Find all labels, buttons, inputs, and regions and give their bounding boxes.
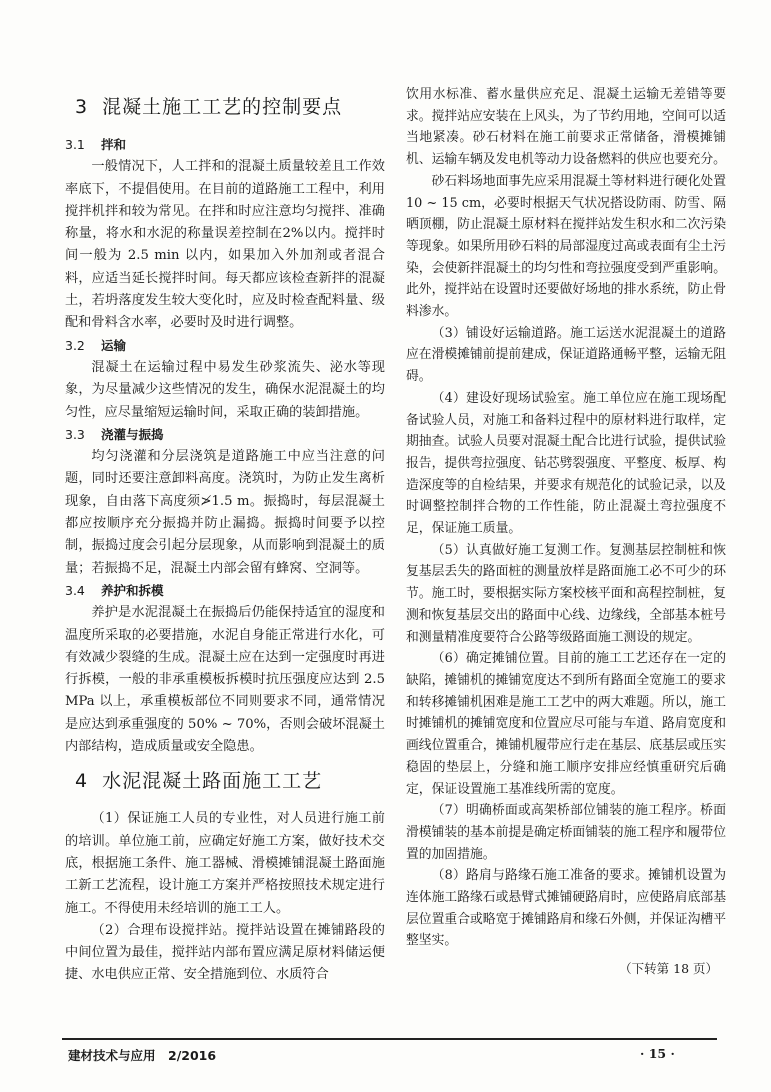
- subsection-3-4-number: 3.4: [65, 582, 85, 598]
- section-4-number: 4: [75, 770, 89, 793]
- item-2-continuation-paragraph: 饮用水标准、蓄水量供应充足、混凝土运输无差错等要求。搅拌站应安装在上风头，为了节约用地，空间可以适当地紧凑。砂石材料在施工前要求正常储备，滑模摊铺机、运输车辆及发电机等动力设备燃料的供应也要充分。: [406, 87, 726, 168]
- journal-name: 建材技术与应用 2/2016: [68, 1048, 217, 1063]
- subsection-3-2-title: 运输: [101, 337, 127, 353]
- item-7-paragraph: （7）明确桥面或高架桥部位铺装的施工程序。桥面滑模铺装的基本前提是确定桥面铺装的施工程序和履带位置的加固措施。: [406, 803, 726, 862]
- item-6-paragraph: （6）确定摊铺位置。目前的施工工艺还存在一定的缺陷，摊铺机的摊铺宽度达不到所有路面全宽施工的要求和转移摊铺机困难是施工工艺中的两大难题。所以，施工时摊铺机的摊铺宽度和位置应尽可能与车道、路肩宽度和画线位置重合，摊铺机履带应行走在基层、底基层或压实稳固的垫层上，分缝和施工顺序安排应经慎重研究后确定，保证设置施工基准线所需的宽度。: [406, 651, 726, 797]
- item-1-paragraph: （1）保证施工人员的专业性，对人员进行施工前的培训。单位施工前，应确定好施工方案，做好技术交底，根据施工条件、施工器械、滑模摊铺混凝土路面施工新工艺流程，设计施工方案并严格按照技术规定进行施工。不得使用未经培训的施工工人。: [65, 811, 385, 916]
- item-2-paragraph: （2）合理布设搅拌站。搅拌站设置在摊铺路段的中间位置为最佳，搅拌站内部布置应满足原材料储运便捷、水电供应正常、安全措施到位、水质符合: [65, 922, 385, 983]
- left-column: [65, 84, 385, 987]
- item-4-paragraph: （4）建设好现场试验室。施工单位应在施工现场配备试验人员，对施工和备料过程中的原材料进行取样，定期抽查。试验人员要对混凝土配合比进行试验，提供试验报告，提供弯拉强度、钻芯劈裂强度、平整度、板厚、构造深度等的自检结果，并要求有规范化的试验记录，以及时调整控制拌合物的工作性能，防止混凝土弯拉强度不足，保证施工质量。: [406, 390, 726, 537]
- section-3-heading: [75, 92, 385, 122]
- subsection-3-1-heading: [65, 134, 385, 156]
- page-number: · 15 ·: [640, 1046, 675, 1061]
- section-4-title: 水泥混凝土路面施工工艺: [102, 770, 323, 793]
- item-5-paragraph: （5）认真做好施工复测工作。复测基层控制桩和恢复基层丢失的路面桩的测量放样是路面施工必不可少的环节。施工时，要根据实际方案校核平面和高程控制桩，复测和恢复基层交出的路面中心线、边缘线，全部基本桩号和测量精准度要符合公路等级路面施工测设的规定。: [406, 542, 726, 645]
- subsection-3-2-number: 3.2: [65, 337, 85, 353]
- subsection-3-3-paragraph: 均匀浇灌和分层浇筑是道路施工中应当注意的问题，同时还要注意卸料高度。浇筑时，为防止发生离析现象，自由落下高度须≯1.5 m。振捣时，每层混凝土都应按顺序充分振捣并防止漏捣。振捣时间要予以控制，振捣过度会引起分层现象，从而影响到混凝土的质量；若振捣不足，混凝土内部会留有蜂窝、空洞等。: [65, 449, 385, 576]
- subsection-3-3-number: 3.3: [65, 426, 85, 442]
- subsection-3-4-paragraph: 养护是水泥混凝土在振捣后仍能保持适宜的湿度和温度所采取的必要措施，水泥自身能正常进行水化，可有效减少裂缝的生成。混凝土应在达到一定强度时再进行拆模，一般的非承重模板拆模时抗压强度应达到 2.5 MPa 以上，承重模板部位不同则要求不同，通常情况是应达到承重强度的 50% ~ 70%，否则会破坏混凝土内部结构，造成质量或安全隐患。: [65, 605, 385, 755]
- item-3-paragraph: （3）铺设好运输道路。施工运送水泥混凝土的道路应在滑模摊铺前提前建成，保证道路通畅平整，运输无阻碍。: [406, 325, 726, 385]
- subsection-3-2-paragraph: 混凝土在运输过程中易发生砂浆流失、泌水等现象，为尽量减少这些情况的发生，确保水泥混凝土的均匀性，应尽量缩短运输时间，采取正确的装卸措施。: [65, 359, 385, 420]
- right-column: [406, 84, 726, 980]
- section-4-heading: [75, 766, 385, 796]
- section-3-title: 混凝土施工工艺的控制要点: [102, 96, 343, 118]
- subsection-3-4-title: 养护和拆模: [101, 582, 164, 598]
- subsection-3-1-title: 拌和: [101, 137, 127, 152]
- subsection-3-3-heading: [65, 424, 385, 446]
- section-3-number: 3: [75, 96, 89, 118]
- subsection-3-2-heading: [65, 335, 385, 357]
- subsection-3-4-heading: [65, 580, 385, 602]
- continued-note: （下转第 18 页）: [619, 961, 718, 977]
- subsection-3-1-number: 3.1: [65, 137, 85, 152]
- sand-yard-paragraph: 砂石料场地面事先应采用混凝土等材料进行硬化处置 10 ~ 15 cm，必要时根据天气状况搭设防雨、防雪、隔晒顶棚，防止混凝土原材料在搅拌站发生积水和二次污染等现象。如果所用砂石料的局部湿度过高或表面有尘土污染，会使新拌混凝土的均匀性和弯拉强度受到严重影响。此外，搅拌站在设置时还要做好场地的排水系统，防止骨料渗水。: [406, 173, 726, 320]
- subsection-3-1-paragraph: 一般情况下，人工拌和的混凝土质量较差且工作效率底下，不提倡使用。在目前的道路施工工程中，利用搅拌机拌和较为常见。在拌和时应注意均匀搅拌、准确称量，将水和水泥的称量误差控制在2%以内。搅拌时间一般为 2.5 min 以内，如果加入外加剂或者混合料，应适当延长搅拌时间。每天都应该检查新拌的混凝土，若坍落度发生较大变化时，应及时检查配料量、级配和骨料含水率，必要时及时进行调整。: [65, 159, 385, 331]
- subsection-3-3-title: 浇灌与振捣: [101, 426, 164, 442]
- footer-divider: [62, 1038, 717, 1040]
- item-8-paragraph: （8）路肩与路缘石施工准备的要求。摊铺机设置为连体施工路缘石或悬臂式摊铺硬路肩时，应使路肩底部基层位置重合或略宽于摊铺路肩和缘石外侧，并保证沟槽平整坚实。: [406, 868, 726, 949]
